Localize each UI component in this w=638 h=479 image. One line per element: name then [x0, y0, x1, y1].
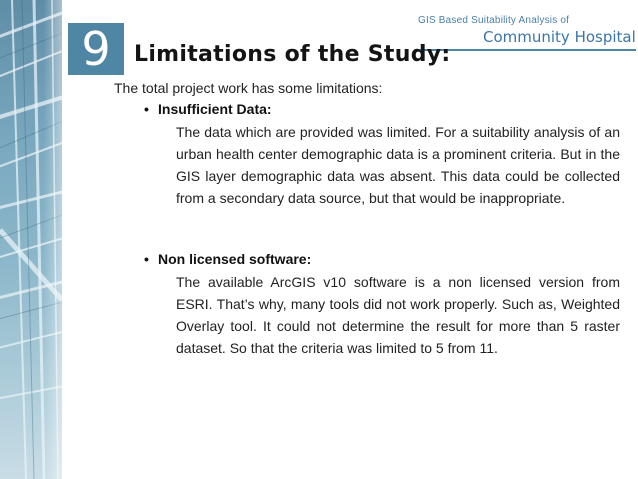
limitation-heading-2 [144, 251, 311, 267]
header-divider [418, 49, 636, 51]
section-number-badge: 9 [68, 23, 124, 75]
bullet-icon: • [144, 101, 149, 117]
map-fade-overlay [0, 0, 62, 479]
limitation-heading-label: Non licensed software: [158, 251, 312, 267]
limitation-heading-label: Insufficient Data: [158, 101, 272, 117]
limitation-heading-1 [144, 101, 272, 117]
intro-text: The total project work has some limitations: [114, 80, 383, 96]
bullet-icon: • [144, 251, 149, 267]
limitation-text-2: The available ArcGIS v10 software is a non licensed version from ESRI. That’s why, many tools did not work properly. Such as, Weighted Overlay tool. It could not determine the result for more than 5 raster dataset. So that the criteria was limited to 5 from 11. [176, 274, 620, 356]
header-title: Community Hospital [483, 28, 636, 46]
decorative-map-strip [0, 0, 62, 479]
header-subtitle: GIS Based Suitability Analysis of [418, 15, 570, 26]
limitation-text-1: The data which are provided was limited. For a suitability analysis of an urban health center demographic data is a prominent criteria. But in the GIS layer demographic data was absent. This data could be collected from a secondary data source, but that would be inappropriate. [176, 124, 620, 206]
page-title: Limitations of the Study: [134, 42, 451, 67]
